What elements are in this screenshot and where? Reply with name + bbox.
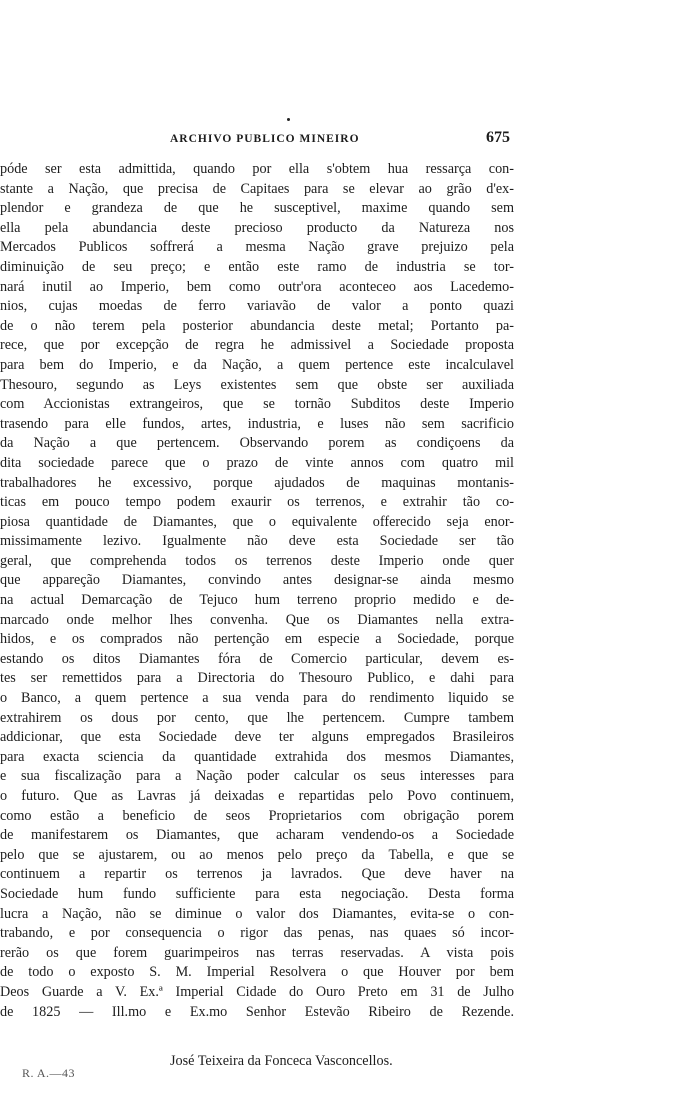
text-line: Deos Guarde a V. Ex.ª Imperial Cidade do Ouro Preto em 31 de Julho — [0, 983, 514, 1000]
footer-signature-mark: R. A.—43 — [22, 1066, 76, 1080]
text-line: o Banco, a quem pertence a sua venda para do rendimento liquido se — [0, 690, 514, 707]
text-line: marcado onde melhor lhes convenha. Que os Diamantes nella extra- — [0, 611, 514, 628]
body-text — [0, 160, 514, 1022]
text-line: de o não terem pela posterior abundancia deste metal; Portanto pa- — [0, 317, 514, 334]
text-line: nios, cujas moedas de ferro variavão de valor a ponto quazi — [0, 298, 514, 315]
text-line: extrahirem os dous por cento, que lhe pertencem. Cumpre tambem — [0, 709, 514, 726]
text-line: lucra a Nação, não se diminue o valor dos Diamantes, evita-se o con- — [0, 905, 514, 922]
printer-mark — [287, 118, 290, 121]
text-line: diminuição de seu preço; e então este ramo de industria se tor- — [0, 258, 514, 275]
text-line: que appareção Diamantes, convindo antes designar-se ainda mesmo — [0, 572, 514, 589]
text-line: hidos, e os comprados não pertenção em especie a Sociedade, porque — [0, 631, 514, 648]
text-line: rerão os que forem guarimpeiros nas terras reservadas. A vista pois — [0, 944, 514, 961]
text-line: de manifestarem os Diamantes, que acharam vendendo-os a Sociedade — [0, 827, 514, 844]
text-line: piosa quantidade de Diamantes, que o equivalente offerecido seja enor- — [0, 513, 514, 530]
text-line: Thesouro, segundo as Leys existentes sem que obste ser auxiliada — [0, 376, 514, 393]
text-line: rece, que por excepção de regra he admissivel a Sociedade proposta — [0, 337, 514, 354]
text-line: na actual Demarcação de Tejuco hum terreno proprio medido e de- — [0, 592, 514, 609]
text-line: estando os ditos Diamantes fóra de Comercio particular, devem es- — [0, 650, 514, 667]
text-line: de todo o exposto S. M. Imperial Resolvera o que Houver por bem — [0, 964, 514, 981]
text-line: geral, que comprehenda todos os terrenos deste Imperio onde quer — [0, 552, 514, 569]
text-line: Sociedade hum fundo sufficiente para esta negociação. Desta forma — [0, 885, 514, 902]
text-line: de 1825 — Ill.mo e Ex.mo Senhor Estevão Ribeiro de Rezende. — [0, 1003, 514, 1020]
text-line: addicionar, que esta Sociedade deve ter alguns empregados Brasileiros — [0, 729, 514, 746]
signature: José Teixeira da Fonceca Vasconcellos. — [170, 1053, 393, 1069]
text-line: pelo que se ajustarem, ou ao menos pelo preço da Tabella, e que se — [0, 846, 514, 863]
text-line: tes ser remettidos para a Directoria do Thesouro Publico, e dahi para — [0, 670, 514, 687]
text-line: nará inutil ao Imperio, bem como outr'ora aconteceo aos Lacedemo- — [0, 278, 514, 295]
text-line: missimamente lezivo. Igualmente não deve esta Sociedade ser tão — [0, 533, 514, 550]
text-line: póde ser esta admittida, quando por ella s'obtem hua ressarça con- — [0, 161, 514, 177]
text-line: ticas em pouco tempo podem exaurir os terrenos, e extrahir tão co- — [0, 494, 514, 511]
text-line: plendor e grandeza de que he susceptivel, maxime quando sem — [0, 200, 514, 217]
text-line: como estão a beneficio de seos Proprietarios com obrigação porem — [0, 807, 514, 824]
text-line: trabalhadores he excessivo, porque ajudados de maquinas montanis- — [0, 474, 514, 491]
text-line: para bem do Imperio, e da Nação, a quem pertence este incalculavel — [0, 356, 514, 373]
running-header-title: ARCHIVO PUBLICO MINEIRO — [170, 133, 360, 145]
text-line: o futuro. Que as Lavras já deixadas e repartidas pelo Povo continuem, — [0, 788, 514, 804]
text-line: ella pela abundancia deste precioso producto da Natureza nos — [0, 219, 514, 236]
text-line: trabando, e por consequencia o rigor das penas, nas quaes só incor- — [0, 925, 514, 942]
text-line: da Nação a que pertencem. Observando porem as condiçoens da — [0, 435, 514, 452]
text-line: e sua fiscalização para a Nação poder calcular os seus interesses para — [0, 768, 514, 785]
text-line: dita sociedade parece que o prazo de vinte annos com quatro mil — [0, 454, 514, 471]
text-line: stante a Nação, que precisa de Capitaes para se elevar ao grão d'ex- — [0, 180, 514, 197]
text-line: trasendo para elle fundos, artes, industria, e luses não sem sacrificio — [0, 415, 514, 432]
text-line: Mercados Publicos soffrerá a mesma Nação grave prejuizo pela — [0, 239, 514, 256]
text-line: continuem a repartir os terrenos ja lavrados. Que deve haver na — [0, 866, 514, 883]
text-line: com Accionistas extrangeiros, que se tornão Subditos deste Imperio — [0, 396, 514, 413]
page-number: 675 — [486, 129, 510, 146]
text-line: para exacta sciencia da quantidade extrahida dos mesmos Diamantes, — [0, 748, 514, 765]
